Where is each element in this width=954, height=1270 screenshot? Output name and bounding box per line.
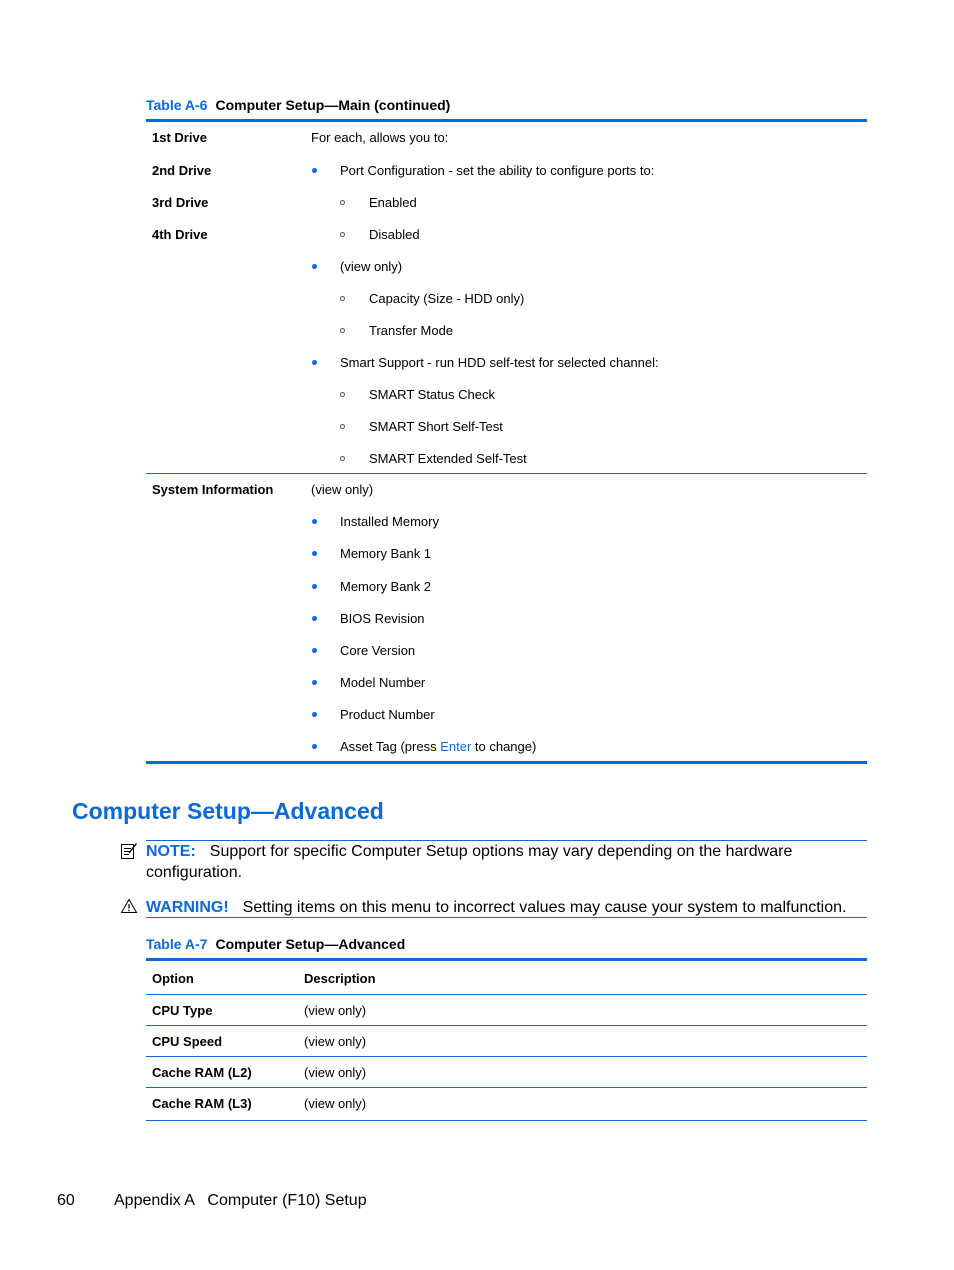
drive-item: Transfer Mode	[369, 323, 454, 338]
sysinfo-item: Memory Bank 1	[340, 546, 432, 561]
note-icon	[120, 842, 138, 860]
table-a6-row-divider	[146, 473, 867, 474]
sub-bullet-icon	[340, 328, 345, 333]
option-system-information: System Information	[152, 482, 274, 497]
row-option: Cache RAM (L2)	[152, 1065, 252, 1080]
table-a7-header-description: Description	[304, 971, 376, 986]
sysinfo-item: Installed Memory	[340, 514, 439, 529]
row-option: CPU Speed	[152, 1034, 223, 1049]
bullet-icon	[312, 744, 317, 749]
option-4th-drive: 4th Drive	[152, 227, 208, 242]
note-label: NOTE:	[146, 843, 196, 860]
table-a6-title: Computer Setup—Main (continued)	[215, 97, 451, 113]
table-a6-label: Table A-6	[146, 97, 208, 113]
sysinfo-item-asset-tag	[340, 739, 536, 754]
asset-tag-pre: Asset Tag (press	[340, 739, 441, 754]
table-a7-row-rule	[146, 1087, 867, 1088]
option-3rd-drive: 3rd Drive	[152, 195, 209, 210]
drive-item: SMART Short Self-Test	[369, 419, 503, 434]
asset-tag-post: to change)	[471, 739, 537, 754]
page-number: 60	[57, 1192, 75, 1209]
warning-callout	[146, 897, 846, 918]
row-description: (view only)	[304, 1065, 367, 1080]
table-a7-header-rule	[146, 994, 867, 995]
table-a6-top-rule	[146, 119, 867, 122]
table-a7-row-rule	[146, 1056, 867, 1057]
bullet-icon	[312, 584, 317, 589]
bullet-icon	[312, 616, 317, 621]
bullet-icon	[312, 648, 317, 653]
sub-bullet-icon	[340, 424, 345, 429]
sysinfo-intro: (view only)	[311, 482, 374, 497]
note-text-line2: configuration.	[146, 864, 243, 881]
drive-item: Disabled	[369, 227, 420, 242]
sub-bullet-icon	[340, 296, 345, 301]
warning-text: Setting items on this menu to incorrect values may cause your system to malfunction.	[242, 899, 847, 916]
drive-item: Port Configuration - set the ability to configure ports to:	[340, 163, 655, 178]
table-a7-top-rule	[146, 958, 867, 961]
note-callout	[146, 841, 792, 883]
table-a6-caption	[146, 97, 450, 113]
drive-item: Capacity (Size - HDD only)	[369, 291, 525, 306]
warning-icon	[120, 898, 138, 914]
bullet-icon	[312, 551, 317, 556]
row-description: (view only)	[304, 1003, 367, 1018]
row-option: CPU Type	[152, 1003, 213, 1018]
note-text-line1: Support for specific Computer Setup options may vary depending on the hardware	[209, 843, 793, 860]
bullet-icon	[312, 712, 317, 717]
sysinfo-item: Model Number	[340, 675, 426, 690]
drive-item: SMART Status Check	[369, 387, 495, 402]
row-option: Cache RAM (L3)	[152, 1096, 252, 1111]
drives-intro: For each, allows you to:	[311, 130, 449, 145]
footer-text: Appendix A Computer (F10) Setup	[114, 1192, 367, 1209]
table-a7-row-rule	[146, 1025, 867, 1026]
table-a7-header-option: Option	[152, 971, 194, 986]
table-a6-bottom-rule	[146, 761, 867, 764]
row-description: (view only)	[304, 1034, 367, 1049]
sub-bullet-icon	[340, 200, 345, 205]
table-a7-caption	[146, 936, 405, 952]
sysinfo-item: Memory Bank 2	[340, 579, 432, 594]
sub-bullet-icon	[340, 392, 345, 397]
sysinfo-item: Product Number	[340, 707, 435, 722]
drive-item: Smart Support - run HDD self-test for selected channel:	[340, 355, 659, 370]
bullet-icon	[312, 264, 317, 269]
sysinfo-item: Core Version	[340, 643, 416, 658]
option-2nd-drive: 2nd Drive	[152, 163, 212, 178]
section-heading: Computer Setup—Advanced	[72, 798, 384, 824]
drive-item: Enabled	[369, 195, 417, 210]
row-description: (view only)	[304, 1096, 367, 1111]
option-1st-drive: 1st Drive	[152, 130, 207, 145]
table-a7-label: Table A-7	[146, 936, 208, 952]
asset-tag-key: Enter	[440, 739, 472, 754]
sub-bullet-icon	[340, 456, 345, 461]
bullet-icon	[312, 519, 317, 524]
bullet-icon	[312, 360, 317, 365]
bullet-icon	[312, 168, 317, 173]
table-a7-title: Computer Setup—Advanced	[215, 936, 406, 952]
drive-item: SMART Extended Self-Test	[369, 451, 527, 466]
warning-label: WARNING!	[146, 899, 229, 916]
table-a7-bottom-rule	[146, 1120, 867, 1121]
sysinfo-item: BIOS Revision	[340, 611, 425, 626]
bullet-icon	[312, 680, 317, 685]
drive-item: (view only)	[340, 259, 403, 274]
sub-bullet-icon	[340, 232, 345, 237]
warning-bottom-rule	[146, 917, 867, 918]
